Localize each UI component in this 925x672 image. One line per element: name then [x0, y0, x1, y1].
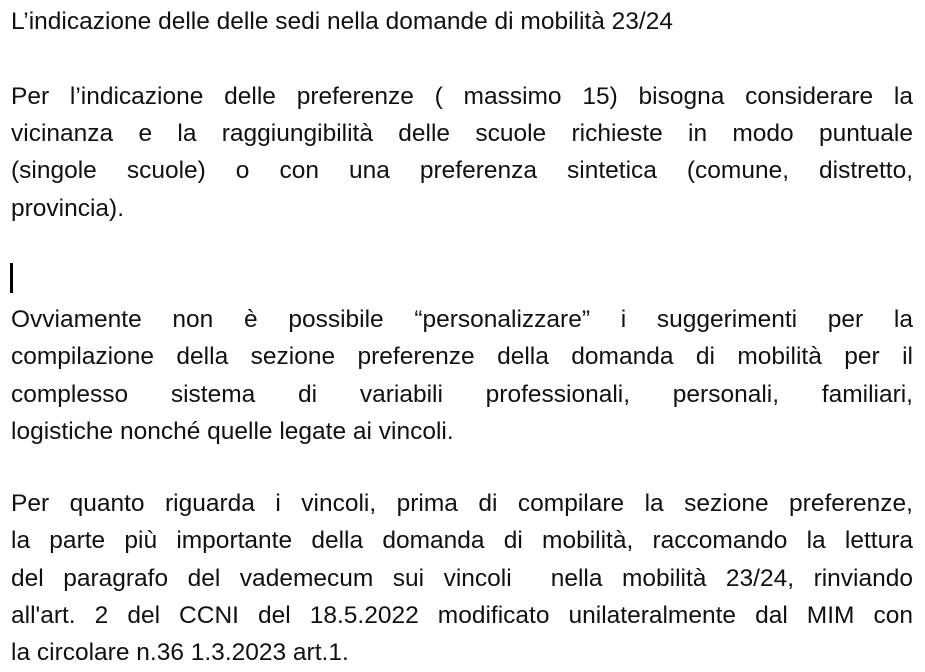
paragraph-2-line-4: logistiche nonché quelle legate ai vincoli. [11, 418, 454, 445]
paragraph-2-line-3: complesso sistema di variabili professionali, personali, familiari, [11, 381, 913, 408]
paragraph-2-line-1: Ovviamente non è possibile “personalizzare” i suggerimenti per la [11, 306, 913, 333]
text-cursor[interactable] [10, 263, 13, 293]
document-title: L’indicazione delle delle sedi nella domande di mobilità 23/24 [11, 8, 673, 35]
paragraph-3-line-4: all'art. 2 del CCNI del 18.5.2022 modificato unilateralmente dal MIM con [11, 602, 913, 629]
paragraph-3-line-3: del paragrafo del vademecum sui vincoli nella mobilità 23/24, rinviando [11, 565, 913, 592]
paragraph-3-line-5: la circolare n.36 1.3.2023 art.1. [11, 639, 349, 666]
paragraph-2-line-2: compilazione della sezione preferenze della domanda di mobilità per il [11, 343, 913, 370]
paragraph-1-line-3: (singole scuole) o con una preferenza sintetica (comune, distretto, [11, 157, 913, 184]
paragraph-3-line-2: la parte più importante della domanda di mobilità, raccomando la lettura [11, 527, 913, 554]
paragraph-1-line-1: Per l’indicazione delle preferenze ( massimo 15) bisogna considerare la [11, 83, 913, 110]
paragraph-1-line-2: vicinanza e la raggiungibilità delle scuole richieste in modo puntuale [11, 120, 913, 147]
paragraph-3-line-1: Per quanto riguarda i vincoli, prima di compilare la sezione preferenze, [11, 490, 913, 517]
paragraph-1-line-4: provincia). [11, 195, 125, 222]
